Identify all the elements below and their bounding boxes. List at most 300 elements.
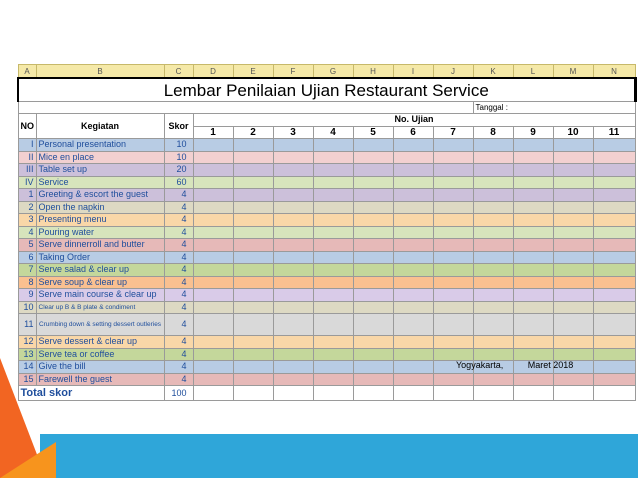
score-cell[interactable] <box>273 361 313 374</box>
score-cell[interactable] <box>353 314 393 336</box>
score-cell[interactable] <box>233 189 273 202</box>
column-header-k[interactable]: K <box>473 65 513 79</box>
exam-number: 9 <box>513 126 553 139</box>
total-cell[interactable] <box>433 386 473 401</box>
score-cell[interactable] <box>233 214 273 227</box>
score-cell[interactable] <box>193 373 233 386</box>
score-cell[interactable] <box>233 164 273 177</box>
score-cell[interactable] <box>233 176 273 189</box>
score-cell[interactable] <box>393 164 433 177</box>
row-kegiatan: Service <box>36 176 164 189</box>
exam-number: 3 <box>273 126 313 139</box>
row-skor: 4 <box>164 289 193 302</box>
total-cell[interactable] <box>513 386 553 401</box>
score-cell[interactable] <box>593 201 635 214</box>
row-kegiatan: Crumbing down & setting dessert outleries <box>36 314 164 336</box>
column-header-a[interactable]: A <box>18 65 36 79</box>
score-cell[interactable] <box>513 164 553 177</box>
column-header-b[interactable]: B <box>36 65 164 79</box>
score-cell[interactable] <box>553 373 593 386</box>
header-row <box>18 114 635 127</box>
score-cell[interactable] <box>473 164 513 177</box>
score-cell[interactable] <box>593 151 635 164</box>
score-cell[interactable] <box>393 201 433 214</box>
score-cell[interactable] <box>433 314 473 336</box>
score-cell[interactable] <box>193 164 233 177</box>
score-cell[interactable] <box>433 176 473 189</box>
score-cell[interactable] <box>513 373 553 386</box>
score-cell[interactable] <box>393 301 433 314</box>
score-cell[interactable] <box>353 164 393 177</box>
signature-line <box>456 360 573 370</box>
score-cell[interactable] <box>353 336 393 349</box>
score-cell[interactable] <box>273 289 313 302</box>
score-cell[interactable] <box>433 289 473 302</box>
score-cell[interactable] <box>473 189 513 202</box>
score-cell[interactable] <box>593 301 635 314</box>
score-cell[interactable] <box>513 348 553 361</box>
score-cell[interactable] <box>593 289 635 302</box>
tanggal-label: Tanggal : <box>473 102 635 114</box>
score-cell[interactable] <box>553 276 593 289</box>
score-cell[interactable] <box>193 189 233 202</box>
score-cell[interactable] <box>273 348 313 361</box>
column-header-i[interactable]: I <box>393 65 433 79</box>
score-cell[interactable] <box>593 189 635 202</box>
total-cell[interactable] <box>593 386 635 401</box>
score-cell[interactable] <box>553 164 593 177</box>
row-skor: 4 <box>164 189 193 202</box>
score-cell[interactable] <box>513 301 553 314</box>
score-cell[interactable] <box>553 201 593 214</box>
score-cell[interactable] <box>273 239 313 252</box>
score-cell[interactable] <box>233 251 273 264</box>
score-cell[interactable] <box>353 176 393 189</box>
score-cell[interactable] <box>393 361 433 374</box>
score-cell[interactable] <box>353 239 393 252</box>
score-cell[interactable] <box>393 139 433 152</box>
score-cell[interactable] <box>513 314 553 336</box>
score-cell[interactable] <box>593 139 635 152</box>
score-cell[interactable] <box>473 214 513 227</box>
score-cell[interactable] <box>553 151 593 164</box>
score-cell[interactable] <box>313 201 353 214</box>
score-cell[interactable] <box>193 348 233 361</box>
score-cell[interactable] <box>193 361 233 374</box>
header-no: NO <box>18 114 36 139</box>
score-cell[interactable] <box>273 251 313 264</box>
score-cell[interactable] <box>233 151 273 164</box>
score-cell[interactable] <box>593 264 635 277</box>
score-cell[interactable] <box>313 176 353 189</box>
exam-number: 7 <box>433 126 473 139</box>
score-cell[interactable] <box>273 226 313 239</box>
score-cell[interactable] <box>193 226 233 239</box>
score-cell[interactable] <box>513 214 553 227</box>
score-cell[interactable] <box>273 139 313 152</box>
score-cell[interactable] <box>553 189 593 202</box>
total-cell[interactable] <box>553 386 593 401</box>
score-cell[interactable] <box>313 314 353 336</box>
score-cell[interactable] <box>353 201 393 214</box>
score-cell[interactable] <box>193 314 233 336</box>
score-cell[interactable] <box>433 264 473 277</box>
row-skor: 20 <box>164 164 193 177</box>
assessment-table <box>17 64 637 401</box>
score-cell[interactable] <box>393 264 433 277</box>
score-cell[interactable] <box>513 276 553 289</box>
row-skor: 4 <box>164 348 193 361</box>
score-cell[interactable] <box>353 214 393 227</box>
score-cell[interactable] <box>473 176 513 189</box>
row-kegiatan: Serve main course & clear up <box>36 289 164 302</box>
column-header-row <box>18 65 635 79</box>
score-cell[interactable] <box>313 264 353 277</box>
score-cell[interactable] <box>473 289 513 302</box>
total-cell[interactable] <box>193 386 233 401</box>
score-cell[interactable] <box>593 214 635 227</box>
score-cell[interactable] <box>193 276 233 289</box>
date-row-spacer <box>18 102 473 114</box>
score-cell[interactable] <box>473 139 513 152</box>
score-cell[interactable] <box>393 239 433 252</box>
score-cell[interactable] <box>473 314 513 336</box>
score-cell[interactable] <box>393 314 433 336</box>
score-cell[interactable] <box>353 151 393 164</box>
score-cell[interactable] <box>593 251 635 264</box>
row-number: 5 <box>18 239 36 252</box>
score-cell[interactable] <box>393 226 433 239</box>
row-skor: 4 <box>164 314 193 336</box>
score-cell[interactable] <box>313 336 353 349</box>
score-cell[interactable] <box>513 189 553 202</box>
total-cell[interactable] <box>233 386 273 401</box>
row-skor: 4 <box>164 276 193 289</box>
exam-number: 4 <box>313 126 353 139</box>
row-skor: 4 <box>164 301 193 314</box>
score-cell[interactable] <box>273 301 313 314</box>
row-kegiatan: Give the bill <box>36 361 164 374</box>
score-cell[interactable] <box>473 348 513 361</box>
score-cell[interactable] <box>553 301 593 314</box>
decorative-orange-wedge <box>0 442 56 478</box>
score-cell[interactable] <box>353 251 393 264</box>
row-number: 10 <box>18 301 36 314</box>
score-cell[interactable] <box>393 251 433 264</box>
score-cell[interactable] <box>313 361 353 374</box>
row-skor: 60 <box>164 176 193 189</box>
score-cell[interactable] <box>313 301 353 314</box>
column-header-m[interactable]: M <box>553 65 593 79</box>
score-cell[interactable] <box>393 348 433 361</box>
column-header-d[interactable]: D <box>193 65 233 79</box>
score-cell[interactable] <box>313 139 353 152</box>
score-cell[interactable] <box>593 176 635 189</box>
score-cell[interactable] <box>193 336 233 349</box>
total-cell[interactable] <box>473 386 513 401</box>
score-cell[interactable] <box>233 139 273 152</box>
row-kegiatan: Serve soup & clear up <box>36 276 164 289</box>
score-cell[interactable] <box>593 314 635 336</box>
score-cell[interactable] <box>513 151 553 164</box>
score-cell[interactable] <box>433 301 473 314</box>
table-row <box>18 151 635 164</box>
total-cell[interactable] <box>313 386 353 401</box>
row-number: 8 <box>18 276 36 289</box>
score-cell[interactable] <box>473 251 513 264</box>
score-cell[interactable] <box>193 251 233 264</box>
score-cell[interactable] <box>393 289 433 302</box>
row-number: 6 <box>18 251 36 264</box>
score-cell[interactable] <box>233 276 273 289</box>
score-cell[interactable] <box>273 314 313 336</box>
score-cell[interactable] <box>473 201 513 214</box>
decorative-blue-band <box>40 434 638 478</box>
score-cell[interactable] <box>593 348 635 361</box>
score-cell[interactable] <box>273 214 313 227</box>
score-cell[interactable] <box>433 373 473 386</box>
score-cell[interactable] <box>353 226 393 239</box>
score-cell[interactable] <box>553 226 593 239</box>
score-cell[interactable] <box>473 239 513 252</box>
score-cell[interactable] <box>473 151 513 164</box>
score-cell[interactable] <box>313 289 353 302</box>
score-cell[interactable] <box>313 151 353 164</box>
row-kegiatan: Open the napkin <box>36 201 164 214</box>
score-cell[interactable] <box>273 151 313 164</box>
score-cell[interactable] <box>593 226 635 239</box>
score-cell[interactable] <box>473 226 513 239</box>
row-skor: 10 <box>164 139 193 152</box>
exam-number: 6 <box>393 126 433 139</box>
row-skor: 4 <box>164 373 193 386</box>
score-cell[interactable] <box>313 189 353 202</box>
header-no-ujian: No. Ujian <box>193 114 635 127</box>
score-cell[interactable] <box>393 189 433 202</box>
score-cell[interactable] <box>553 348 593 361</box>
score-cell[interactable] <box>233 373 273 386</box>
score-cell[interactable] <box>553 289 593 302</box>
row-kegiatan: Greeting & escort the guest <box>36 189 164 202</box>
score-cell[interactable] <box>233 301 273 314</box>
score-cell[interactable] <box>233 226 273 239</box>
total-cell[interactable] <box>393 386 433 401</box>
score-cell[interactable] <box>433 164 473 177</box>
score-cell[interactable] <box>513 176 553 189</box>
score-cell[interactable] <box>433 189 473 202</box>
score-cell[interactable] <box>513 264 553 277</box>
score-cell[interactable] <box>313 214 353 227</box>
score-cell[interactable] <box>233 348 273 361</box>
score-cell[interactable] <box>313 226 353 239</box>
column-header-c[interactable]: C <box>164 65 193 79</box>
score-cell[interactable] <box>353 373 393 386</box>
score-cell[interactable] <box>433 151 473 164</box>
table-row <box>18 336 635 349</box>
score-cell[interactable] <box>513 139 553 152</box>
score-cell[interactable] <box>353 276 393 289</box>
score-cell[interactable] <box>473 373 513 386</box>
score-cell[interactable] <box>553 214 593 227</box>
score-cell[interactable] <box>513 251 553 264</box>
score-cell[interactable] <box>233 314 273 336</box>
score-cell[interactable] <box>433 239 473 252</box>
score-cell[interactable] <box>593 361 635 374</box>
exam-number: 2 <box>233 126 273 139</box>
score-cell[interactable] <box>193 301 233 314</box>
row-skor: 4 <box>164 201 193 214</box>
score-cell[interactable] <box>233 264 273 277</box>
score-cell[interactable] <box>593 239 635 252</box>
score-cell[interactable] <box>393 373 433 386</box>
score-cell[interactable] <box>313 276 353 289</box>
row-kegiatan: Pouring water <box>36 226 164 239</box>
table-row <box>18 348 635 361</box>
score-cell[interactable] <box>433 276 473 289</box>
score-cell[interactable] <box>513 289 553 302</box>
score-cell[interactable] <box>433 214 473 227</box>
score-cell[interactable] <box>193 239 233 252</box>
score-cell[interactable] <box>313 239 353 252</box>
column-header-h[interactable]: H <box>353 65 393 79</box>
score-cell[interactable] <box>233 201 273 214</box>
score-cell[interactable] <box>513 336 553 349</box>
row-skor: 4 <box>164 336 193 349</box>
score-cell[interactable] <box>553 139 593 152</box>
score-cell[interactable] <box>233 361 273 374</box>
total-cell[interactable] <box>353 386 393 401</box>
row-number: 1 <box>18 189 36 202</box>
score-cell[interactable] <box>273 276 313 289</box>
signature-city: Yogyakarta, <box>456 360 504 370</box>
score-cell[interactable] <box>193 201 233 214</box>
table-row <box>18 373 635 386</box>
exam-number: 1 <box>193 126 233 139</box>
row-skor: 4 <box>164 251 193 264</box>
score-cell[interactable] <box>513 226 553 239</box>
score-cell[interactable] <box>313 348 353 361</box>
score-cell[interactable] <box>353 189 393 202</box>
score-cell[interactable] <box>353 348 393 361</box>
column-header-n[interactable]: N <box>593 65 635 79</box>
table-row <box>18 239 635 252</box>
row-number: 14 <box>18 361 36 374</box>
table-row <box>18 276 635 289</box>
table-row <box>18 214 635 227</box>
score-cell[interactable] <box>393 214 433 227</box>
score-cell[interactable] <box>353 301 393 314</box>
sheet-title: Lembar Penilaian Ujian Restaurant Service <box>18 78 635 102</box>
table-row <box>18 264 635 277</box>
score-cell[interactable] <box>593 164 635 177</box>
exam-number: 8 <box>473 126 513 139</box>
score-cell[interactable] <box>433 251 473 264</box>
score-cell[interactable] <box>233 336 273 349</box>
score-cell[interactable] <box>433 336 473 349</box>
score-cell[interactable] <box>353 264 393 277</box>
score-cell[interactable] <box>553 336 593 349</box>
score-cell[interactable] <box>273 176 313 189</box>
column-header-g[interactable]: G <box>313 65 353 79</box>
score-cell[interactable] <box>273 336 313 349</box>
row-number: 7 <box>18 264 36 277</box>
table-row <box>18 201 635 214</box>
score-cell[interactable] <box>233 239 273 252</box>
row-skor: 10 <box>164 151 193 164</box>
score-cell[interactable] <box>353 289 393 302</box>
score-cell[interactable] <box>193 289 233 302</box>
score-cell[interactable] <box>193 139 233 152</box>
score-cell[interactable] <box>433 139 473 152</box>
date-row <box>18 102 635 114</box>
row-skor: 4 <box>164 361 193 374</box>
score-cell[interactable] <box>553 251 593 264</box>
score-cell[interactable] <box>553 314 593 336</box>
score-cell[interactable] <box>393 276 433 289</box>
table-row <box>18 226 635 239</box>
score-cell[interactable] <box>273 189 313 202</box>
score-cell[interactable] <box>273 373 313 386</box>
column-header-j[interactable]: J <box>433 65 473 79</box>
score-cell[interactable] <box>353 139 393 152</box>
score-cell[interactable] <box>593 276 635 289</box>
score-cell[interactable] <box>193 151 233 164</box>
score-cell[interactable] <box>593 373 635 386</box>
score-cell[interactable] <box>393 176 433 189</box>
spreadsheet <box>17 64 634 401</box>
score-cell[interactable] <box>433 348 473 361</box>
row-kegiatan: Presenting menu <box>36 214 164 227</box>
score-cell[interactable] <box>433 226 473 239</box>
exam-number: 11 <box>593 126 635 139</box>
score-cell[interactable] <box>513 201 553 214</box>
score-cell[interactable] <box>553 264 593 277</box>
score-cell[interactable] <box>353 361 393 374</box>
score-cell[interactable] <box>193 264 233 277</box>
row-kegiatan: Clear up B & B plate & condiment <box>36 301 164 314</box>
score-cell[interactable] <box>193 214 233 227</box>
row-kegiatan: Mice en place <box>36 151 164 164</box>
score-cell[interactable] <box>273 164 313 177</box>
score-cell[interactable] <box>473 336 513 349</box>
score-cell[interactable] <box>393 151 433 164</box>
column-header-f[interactable]: F <box>273 65 313 79</box>
score-cell[interactable] <box>313 373 353 386</box>
score-cell[interactable] <box>513 239 553 252</box>
table-row <box>18 139 635 152</box>
score-cell[interactable] <box>273 201 313 214</box>
score-cell[interactable] <box>553 239 593 252</box>
score-cell[interactable] <box>473 276 513 289</box>
total-cell[interactable] <box>273 386 313 401</box>
score-cell[interactable] <box>193 176 233 189</box>
score-cell[interactable] <box>273 264 313 277</box>
score-cell[interactable] <box>313 251 353 264</box>
score-cell[interactable] <box>473 301 513 314</box>
row-number: 15 <box>18 373 36 386</box>
score-cell[interactable] <box>593 336 635 349</box>
column-header-l[interactable]: L <box>513 65 553 79</box>
score-cell[interactable] <box>473 264 513 277</box>
row-number: 12 <box>18 336 36 349</box>
total-row <box>18 386 635 401</box>
score-cell[interactable] <box>433 201 473 214</box>
score-cell[interactable] <box>553 176 593 189</box>
score-cell[interactable] <box>393 336 433 349</box>
score-cell[interactable] <box>233 289 273 302</box>
score-cell[interactable] <box>313 164 353 177</box>
column-header-e[interactable]: E <box>233 65 273 79</box>
